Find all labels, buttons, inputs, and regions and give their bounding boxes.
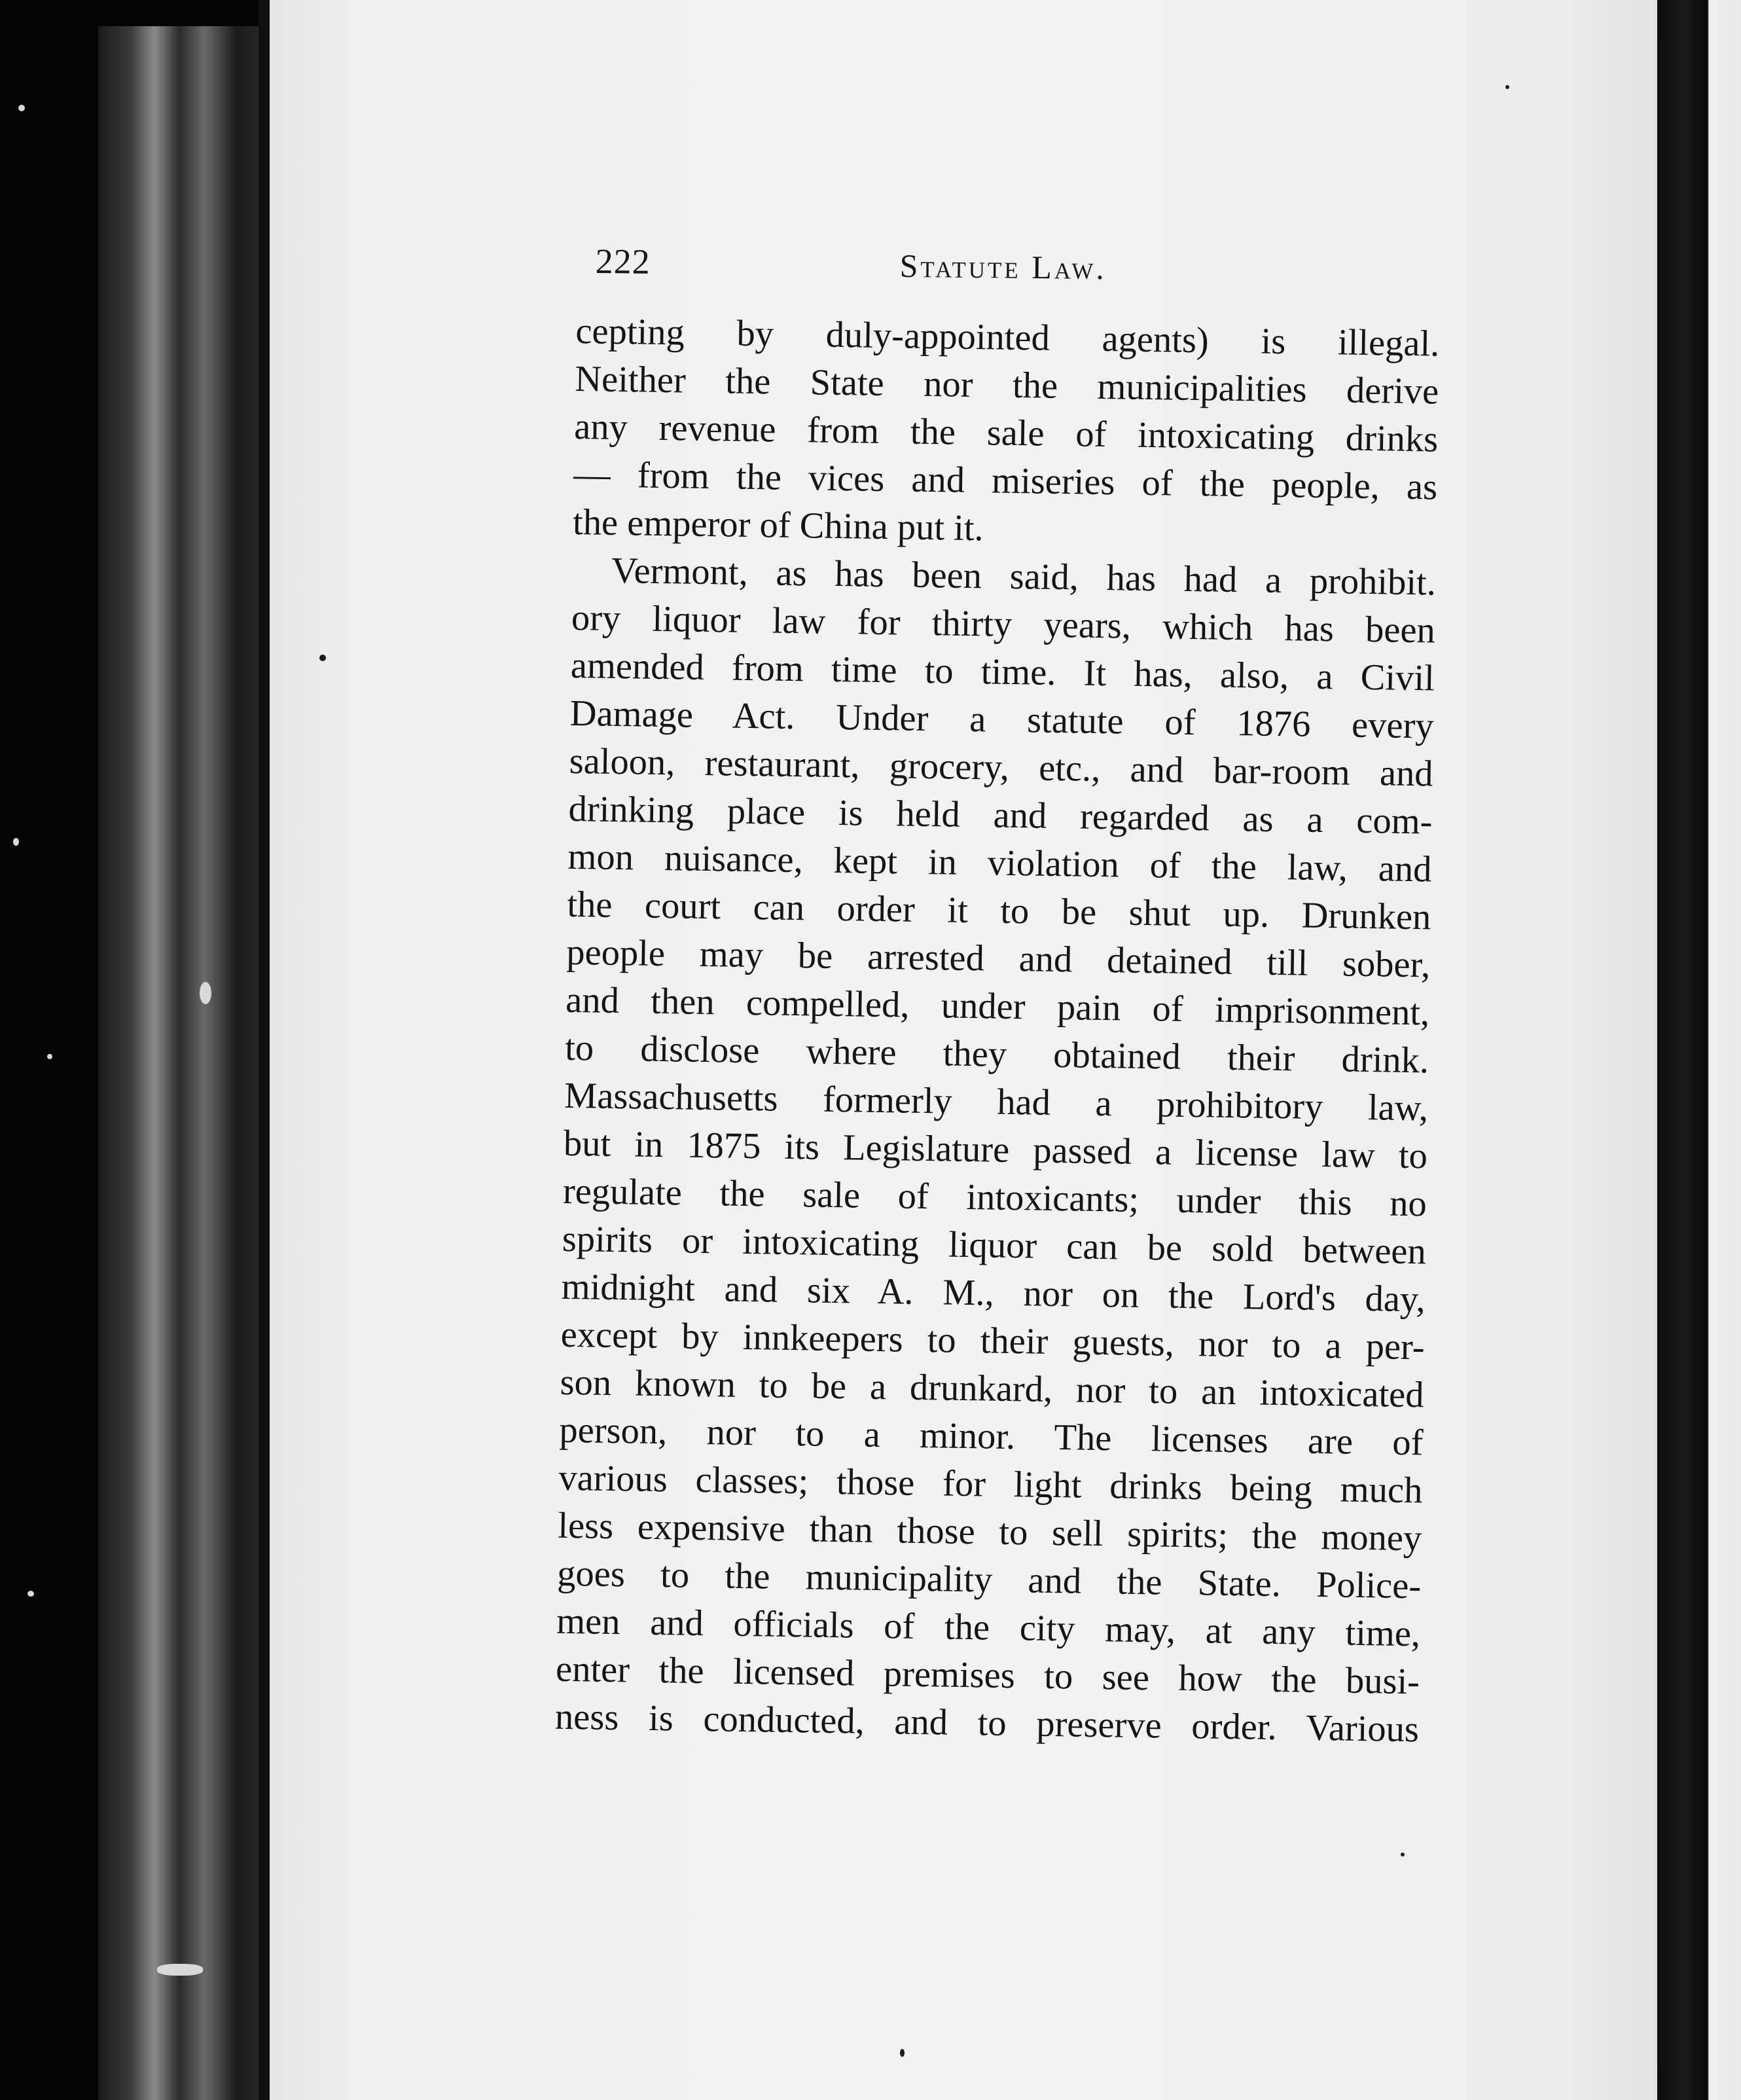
text-line: — from the vices and miseries of the people, as [573,454,1438,508]
text-line: less expensive than those to sell spirits; the money [557,1505,1422,1559]
text-line: ness is conducted, and to preserve order. Various [554,1696,1420,1750]
text-line: any revenue from the sale of intoxicating drinks [573,406,1439,460]
text-line: drinking place is held and regarded as a com- [568,788,1433,842]
text-line: Damage Act. Under a statute of 1876 every [569,693,1435,747]
text-line: men and officials of the city may, at any time, [556,1601,1421,1655]
dust-speck [27,1591,34,1597]
text-line: cepting by duly-appointed agents) is illegal. [575,310,1440,365]
right-edge-rule [1660,39,1666,2069]
text-line: person, nor to a minor. The licenses are of [559,1409,1424,1464]
text-line: midnight and six A. M., nor on the Lord's day, [561,1266,1426,1320]
text-line: regulate the sale of intoxicants; under this no [562,1170,1427,1225]
page-speck [900,2049,905,2057]
text-line: except by innkeepers to their guests, nor to a per- [560,1314,1426,1368]
text-line: people may be arrested and detained till sober, [565,932,1431,986]
page-speck [1401,1853,1405,1856]
text-line: amended from time to time. It has, also, a Civil [570,645,1435,699]
dust-speck [47,1054,52,1059]
dust-speck [200,982,211,1004]
text-line: Massachusetts formerly had a prohibitory law, [564,1075,1429,1129]
page-speck [1505,85,1509,89]
text-line: goes to the municipality and the State. Police- [556,1553,1422,1607]
text-line: ory liquor law for thirty years, which has been [571,597,1436,651]
text-line: the emperor of China put it. [572,501,984,549]
page-number: 222 [595,241,651,281]
text-line: to disclose where they obtained their drink. [564,1027,1429,1081]
body-text [555,308,1440,1754]
text-line: mon nuisance, kept in violation of the law, and [567,836,1432,890]
text-line: the court can order it to be shut up. Drunken [567,884,1431,938]
text-line: Neither the State nor the municipalities derive [574,358,1439,412]
text-line: saloon, restaurant, grocery, etc., and bar-room and [569,740,1434,795]
text-line: various classes; those for light drinks being much [558,1457,1423,1512]
text-line: son known to be a drunkard, nor to an intoxicated [560,1362,1424,1416]
running-title: Statute Law. [899,247,1107,287]
text-line: but in 1875 its Legislature passed a license law to [563,1123,1428,1177]
text-line: enter the licensed premises to see how the busi- [555,1648,1420,1703]
text-line: spirits or intoxicating liquor can be sold between [562,1218,1427,1273]
text-line: Vermont, as has been said, has had a prohibit. [611,550,1437,604]
running-head [595,241,1420,302]
dust-speck [13,838,19,846]
text-line: and then compelled, under pain of imprisonment, [565,979,1430,1034]
dust-speck [18,105,25,111]
book-binding-gutter [98,26,275,2100]
dust-speck [157,1964,203,1976]
page-speck [319,655,326,661]
right-page-edge [1657,0,1741,2100]
